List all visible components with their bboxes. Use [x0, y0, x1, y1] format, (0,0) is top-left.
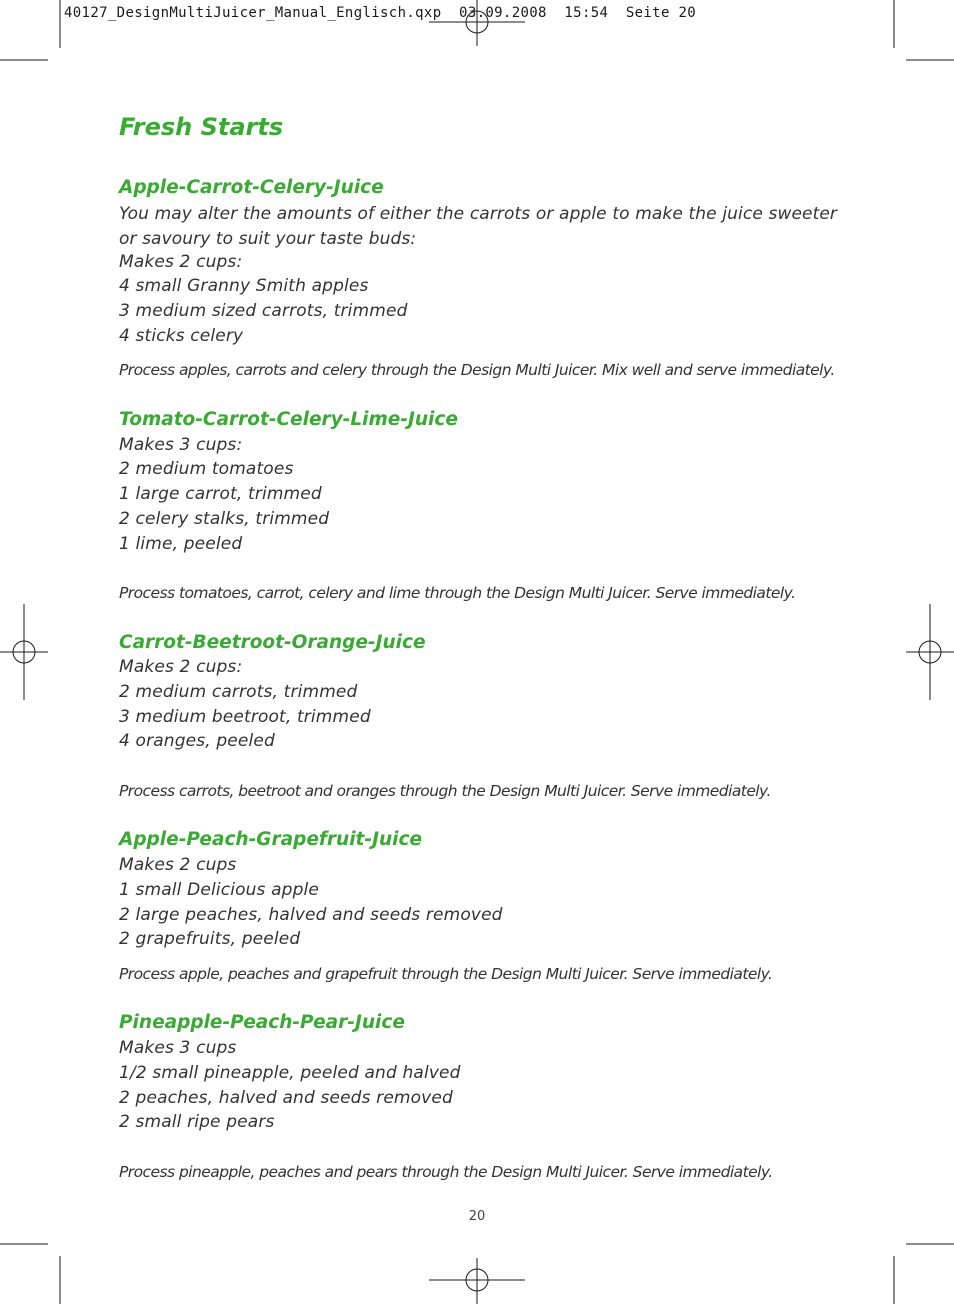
- page-number: 20: [468, 1209, 486, 1224]
- ingredient-item: 1 lime, peeled: [119, 534, 243, 554]
- registration-mark-right: [906, 604, 954, 700]
- page-title: Fresh Starts: [119, 113, 284, 141]
- ingredient-item: 1 small Delicious apple: [119, 880, 320, 900]
- recipe-yield: Makes 2 cups: [119, 855, 237, 875]
- ingredient-item: 2 medium carrots, trimmed: [119, 682, 358, 702]
- ingredient-item: 2 medium tomatoes: [119, 459, 294, 479]
- ingredient-item: 2 celery stalks, trimmed: [119, 509, 330, 529]
- recipe-intro: You may alter the amounts of either the carrots or apple to make the juice sweeter or savoury to suit your taste buds:: [119, 204, 837, 249]
- ingredient-item: 1/2 small pineapple, peeled and halved: [119, 1063, 461, 1083]
- ingredient-item: 2 peaches, halved and seeds removed: [119, 1088, 453, 1108]
- recipe-title: Apple-Carrot-Celery-Juice: [119, 177, 384, 198]
- recipe-method: Process apples, carrots and celery through the Design Multi Juicer. Mix well and serve immediately.: [119, 361, 835, 379]
- print-slug: 40127_DesignMultiJuicer_Manual_Englisch.qxp 03.09.2008 15:54 Seite 20: [64, 5, 697, 21]
- recipe-title: Tomato-Carrot-Celery-Lime-Juice: [119, 409, 458, 430]
- ingredient-item: 4 oranges, peeled: [119, 731, 275, 751]
- recipe-title: Pineapple-Peach-Pear-Juice: [119, 1012, 405, 1033]
- recipe-method: Process apple, peaches and grapefruit through the Design Multi Juicer. Serve immediately.: [119, 965, 773, 983]
- recipe-yield: Makes 3 cups:: [119, 435, 243, 455]
- ingredient-item: 4 small Granny Smith apples: [119, 276, 369, 296]
- recipe-method: Process pineapple, peaches and pears through the Design Multi Juicer. Serve immediately.: [119, 1163, 773, 1181]
- recipe-title: Carrot-Beetroot-Orange-Juice: [119, 632, 426, 653]
- ingredient-item: 2 large peaches, halved and seeds removed: [119, 905, 503, 925]
- ingredient-item: 2 small ripe pears: [119, 1112, 275, 1132]
- recipe-method: Process carrots, beetroot and oranges through the Design Multi Juicer. Serve immediately.: [119, 782, 771, 800]
- registration-mark-top: [429, 0, 525, 46]
- recipe-title: Apple-Peach-Grapefruit-Juice: [119, 829, 422, 850]
- recipe-yield: Makes 2 cups:: [119, 252, 243, 272]
- ingredient-item: 2 grapefruits, peeled: [119, 929, 301, 949]
- ingredient-item: 4 sticks celery: [119, 326, 244, 346]
- registration-mark-bottom: [429, 1258, 525, 1304]
- ingredient-item: 3 medium sized carrots, trimmed: [119, 301, 408, 321]
- registration-mark-left: [0, 604, 48, 700]
- ingredient-item: 1 large carrot, trimmed: [119, 484, 322, 504]
- recipe-yield: Makes 3 cups: [119, 1038, 237, 1058]
- recipe-method: Process tomatoes, carrot, celery and lime through the Design Multi Juicer. Serve immediately.: [119, 584, 796, 602]
- ingredient-item: 3 medium beetroot, trimmed: [119, 707, 371, 727]
- recipe-yield: Makes 2 cups:: [119, 657, 243, 677]
